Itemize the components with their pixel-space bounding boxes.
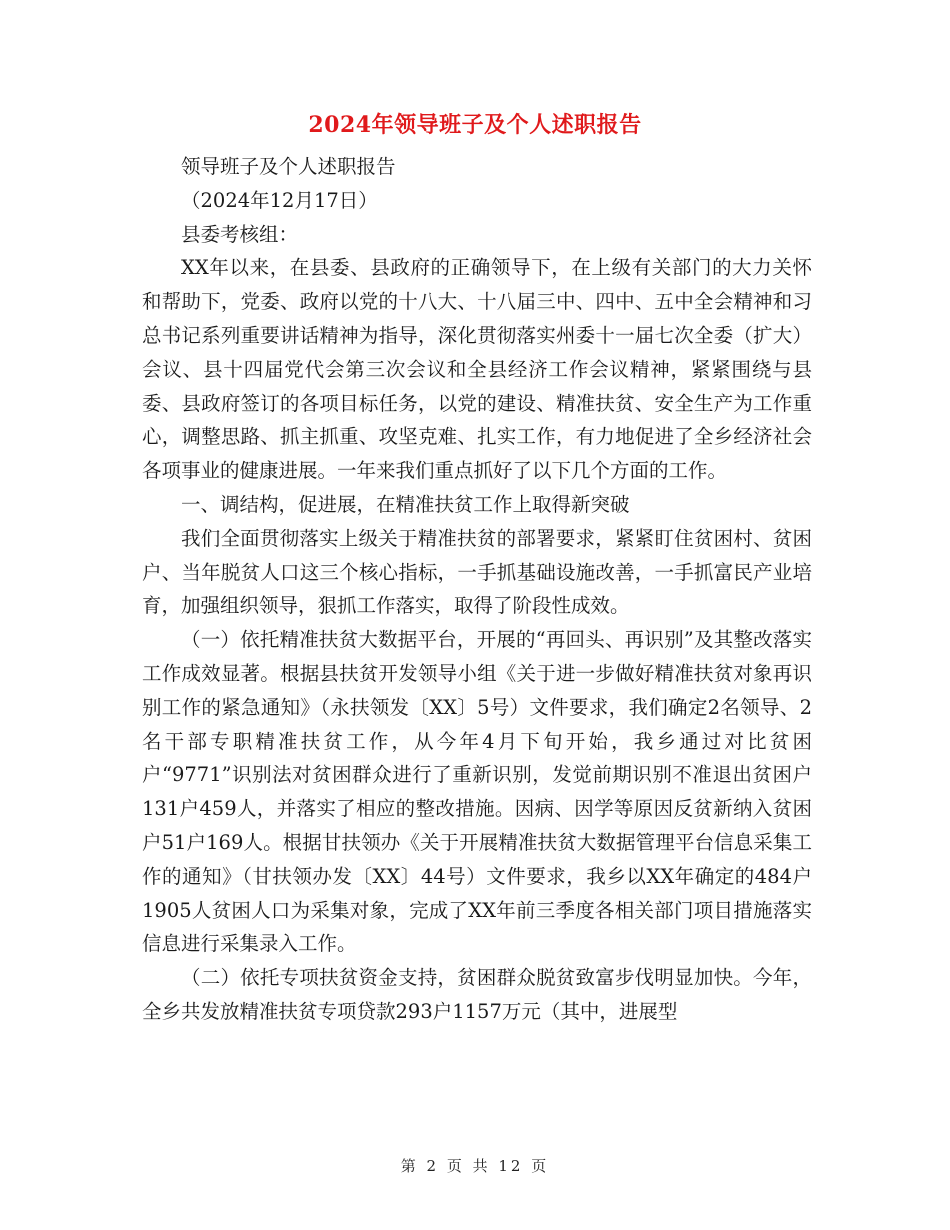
paragraph-section-1: 我们全面贯彻落实上级关于精准扶贫的部署要求，紧紧盯住贫困村、贫困户、当年脱贫人口这三个核心指标，一手抓基础设施改善，一手抓富民产业培育，加强组织领导，狠抓工作落实，取得了阶段性成效。	[142, 526, 812, 618]
document-title: 2024年领导班子及个人述职报告	[308, 112, 642, 138]
paragraph-date: （2024年12月17日）	[181, 188, 378, 212]
paragraph-intro: XX年以来，在县委、县政府的正确领导下，在上级有关部门的大力关怀和帮助下，党委、政府以党的十八大、十八届三中、四中、五中全会精神和习总书记系列重要讲话精神为指导，深化贯彻落实州委十一届七次全委（扩大）会议、县十四届党代会第三次会议和全县经济工作会议精神，紧紧围绕与县委、县政府签订的各项目标任务，以党的建设、精准扶贫、安全生产为工作重心，调整思路、抓主抓重、攻坚克难、扎实工作，有力地促进了全乡经济社会各项事业的健康进展。一年来我们重点抓好了以下几个方面的工作。	[142, 256, 812, 483]
paragraph-subtitle: 领导班子及个人述职报告	[181, 155, 396, 178]
paragraph-salutation: 县委考核组：	[181, 222, 299, 246]
document-body	[142, 150, 812, 1029]
paragraph-item-2: （二）依托专项扶贫资金支持，贫困群众脱贫致富步伐明显加快。今年，全乡共发放精准扶贫专项贷款293户1157万元（其中，进展型	[142, 966, 812, 1023]
section-heading-1: 一、调结构，促进展，在精准扶贫工作上取得新突破	[181, 492, 630, 516]
page-footer: 第 2 页 共 12 页	[400, 1157, 550, 1175]
paragraph-item-1: （一）依托精准扶贫大数据平台，开展的“再回头、再识别”及其整改落实工作成效显著。根据县扶贫开发领导小组《关于进一步做好精准扶贫对象再识别工作的紧急通知》（永扶领发〔XX〕5号）文件要求，我们确定2名领导、2名干部专职精准扶贫工作，从今年4月下旬开始，我乡通过对比贫困户“9771”识别法对贫困群众进行了重新识别，发觉前期识别不准退出贫困户131户459人，并落实了相应的整改措施。因病、因学等原因反贫新纳入贫困户51户169人。根据甘扶领办《关于开展精准扶贫大数据管理平台信息采集工作的通知》（甘扶领办发〔XX〕44号）文件要求，我乡以XX年确定的484户1905人贫困人口为采集对象，完成了XX年前三季度各相关部门项目措施落实信息进行采集录入工作。	[142, 628, 812, 956]
